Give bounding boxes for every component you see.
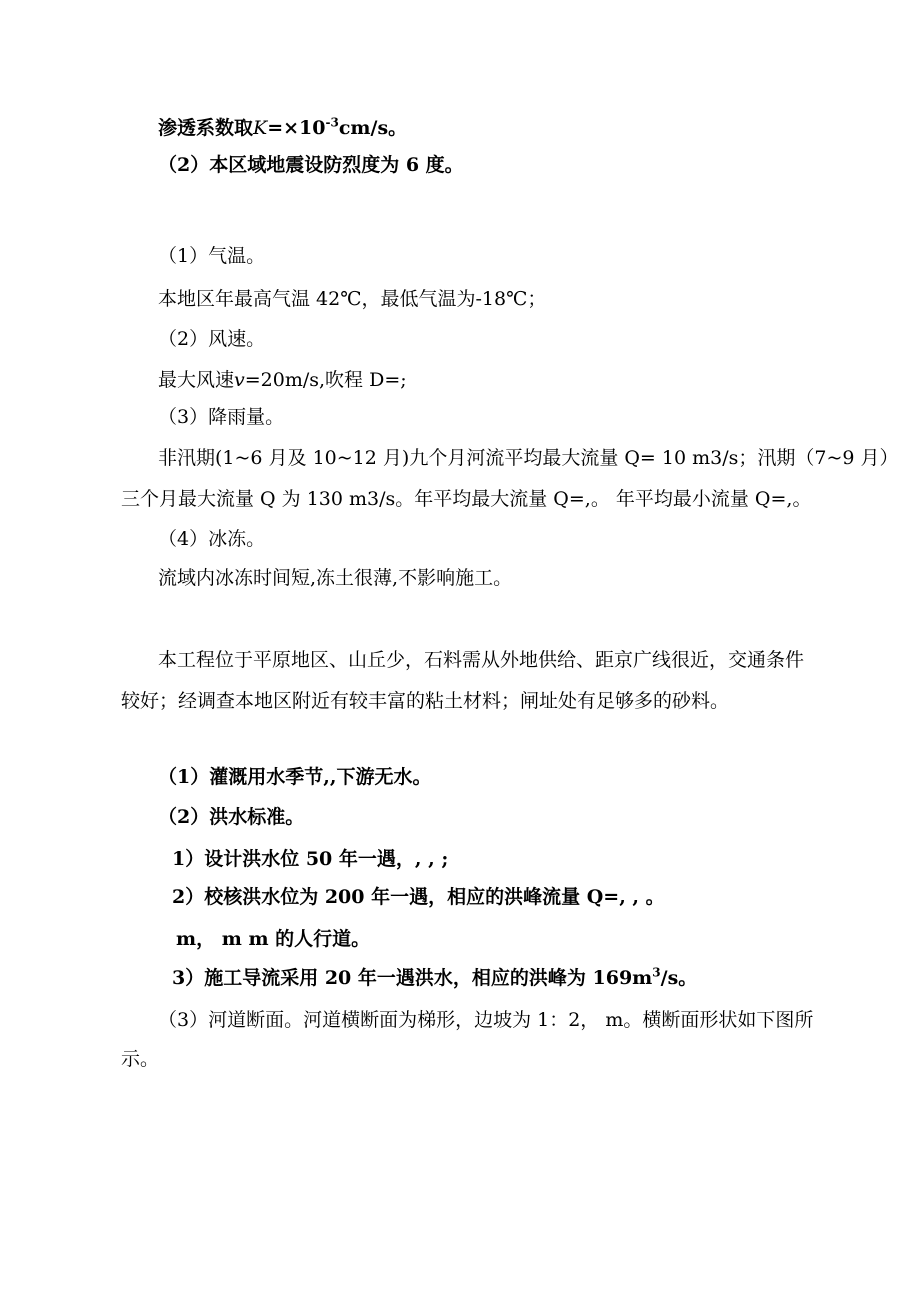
text-line-wind-heading: （2）风速。	[158, 328, 266, 350]
text-line-materials-2: 较好；经调查本地区附近有较丰富的粘土材料；闸址处有足够多的砂料。	[121, 690, 730, 712]
text-line-check-flood: 2）校核洪水位为 200 年一遇，相应的洪峰流量 Q=, , 。	[172, 886, 665, 908]
text-segment: =20m/s,吹程 D=;	[244, 369, 407, 391]
text-line-seismic: （2）本区域地震设防烈度为 6 度。	[158, 154, 464, 176]
text-line-permeability	[0, 116, 920, 140]
text-line-walkway: m， m m 的人行道。	[176, 928, 371, 950]
text-segment: =×10	[267, 117, 326, 139]
text-line-river-section-2: 示。	[121, 1048, 160, 1070]
superscript: 3	[652, 965, 661, 980]
superscript: -3	[325, 115, 339, 130]
text-line-frost: 流域内冰冻时间短,冻土很薄,不影响施工。	[158, 567, 513, 589]
text-segment: 最大风速	[158, 369, 235, 391]
text-line-temperature-heading: （1）气温。	[158, 245, 266, 267]
text-line-diversion	[0, 966, 920, 990]
text-line-wind	[0, 368, 920, 392]
text-segment: /s。	[660, 967, 698, 989]
text-line-design-flood: 1）设计洪水位 50 年一遇，, , ;	[172, 848, 449, 870]
text-line-irrigation: （1）灌溉用水季节,,下游无水。	[158, 766, 432, 788]
text-line-materials-1: 本工程位于平原地区、山丘少，石料需从外地供给、距京广线很近，交通条件	[158, 649, 805, 671]
text-line-frost-heading: （4）冰冻。	[158, 528, 266, 550]
text-segment: 渗透系数取	[158, 117, 254, 139]
text-line-rainfall-1: 非汛期(1~6 月及 10~12 月)九个月河流平均最大流量 Q= 10 m3/s；汛期（7~9 月）	[158, 447, 899, 469]
text-line-rainfall-heading: （3）降雨量。	[158, 406, 285, 428]
text-segment: cm/s。	[338, 117, 408, 139]
text-line-flood-standard: （2）洪水标准。	[158, 806, 305, 828]
variable-v: v	[234, 369, 245, 391]
text-line-rainfall-2: 三个月最大流量 Q 为 130 m3/s。年平均最大流量 Q=,。 年平均最小流量 Q=,。	[121, 488, 812, 510]
text-segment: 3）施工导流采用 20 年一遇洪水，相应的洪峰为 169m	[172, 967, 653, 989]
text-line-river-section-1: （3）河道断面。河道横断面为梯形，边坡为 1：2， m。横断面形状如下图所	[158, 1009, 814, 1031]
variable-k: K	[253, 117, 268, 139]
text-line-temperature: 本地区年最高气温 42℃，最低气温为-18℃；	[158, 288, 547, 310]
